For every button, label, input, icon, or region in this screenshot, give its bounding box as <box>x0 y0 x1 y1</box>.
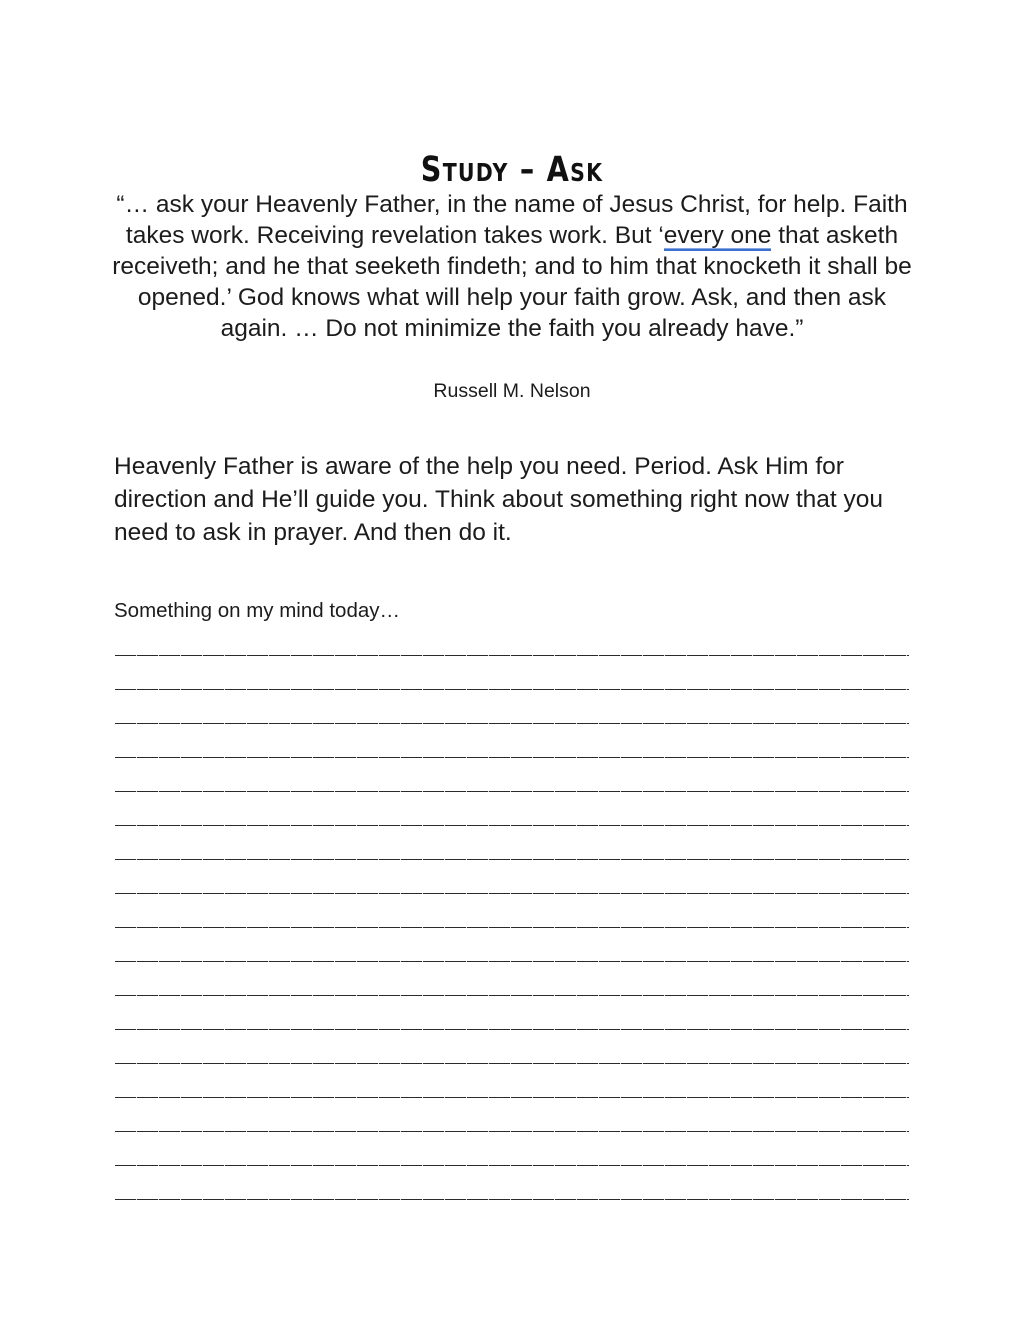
writing-line[interactable] <box>115 742 909 776</box>
journal-prompt-label: Something on my mind today… <box>114 599 400 622</box>
writing-line[interactable] <box>115 776 909 810</box>
writing-line[interactable] <box>115 640 909 674</box>
body-paragraph: Heavenly Father is aware of the help you need. Period. Ask Him for direction and He’ll guide you. Think about something right now that you need to ask in prayer. And then do it. <box>114 453 884 546</box>
writing-line[interactable] <box>115 1082 909 1116</box>
writing-line[interactable] <box>115 946 909 980</box>
writing-line[interactable] <box>115 1048 909 1082</box>
quote-emphasis-link[interactable]: every one <box>663 222 772 249</box>
writing-line[interactable] <box>115 844 909 878</box>
writing-line[interactable] <box>115 674 909 708</box>
scripture-quote <box>103 189 921 344</box>
writing-line[interactable] <box>115 980 909 1014</box>
writing-line[interactable] <box>115 878 909 912</box>
quote-attribution: Russell M. Nelson <box>433 380 591 402</box>
writing-line[interactable] <box>115 810 909 844</box>
writing-lines-area <box>115 640 909 1218</box>
writing-line[interactable] <box>115 1150 909 1184</box>
writing-line[interactable] <box>115 708 909 742</box>
writing-line[interactable] <box>115 1014 909 1048</box>
writing-line[interactable] <box>115 1116 909 1150</box>
page-title: Study – Ask <box>420 150 604 191</box>
quote-text-after-link: that asketh receiveth; and he that seeketh findeth; and to him that knocketh it shall be opened.’ God knows what will help your faith grow. Ask, and then ask again. … Do not minimize the faith you already have.” <box>112 222 912 342</box>
quote-text-before-link: “… ask your Heavenly Father, in the name of Jesus Christ, for help. Faith takes work. Receiving revelation takes work. But ‘ <box>116 191 908 249</box>
writing-line[interactable] <box>115 912 909 946</box>
writing-line[interactable] <box>115 1184 909 1218</box>
